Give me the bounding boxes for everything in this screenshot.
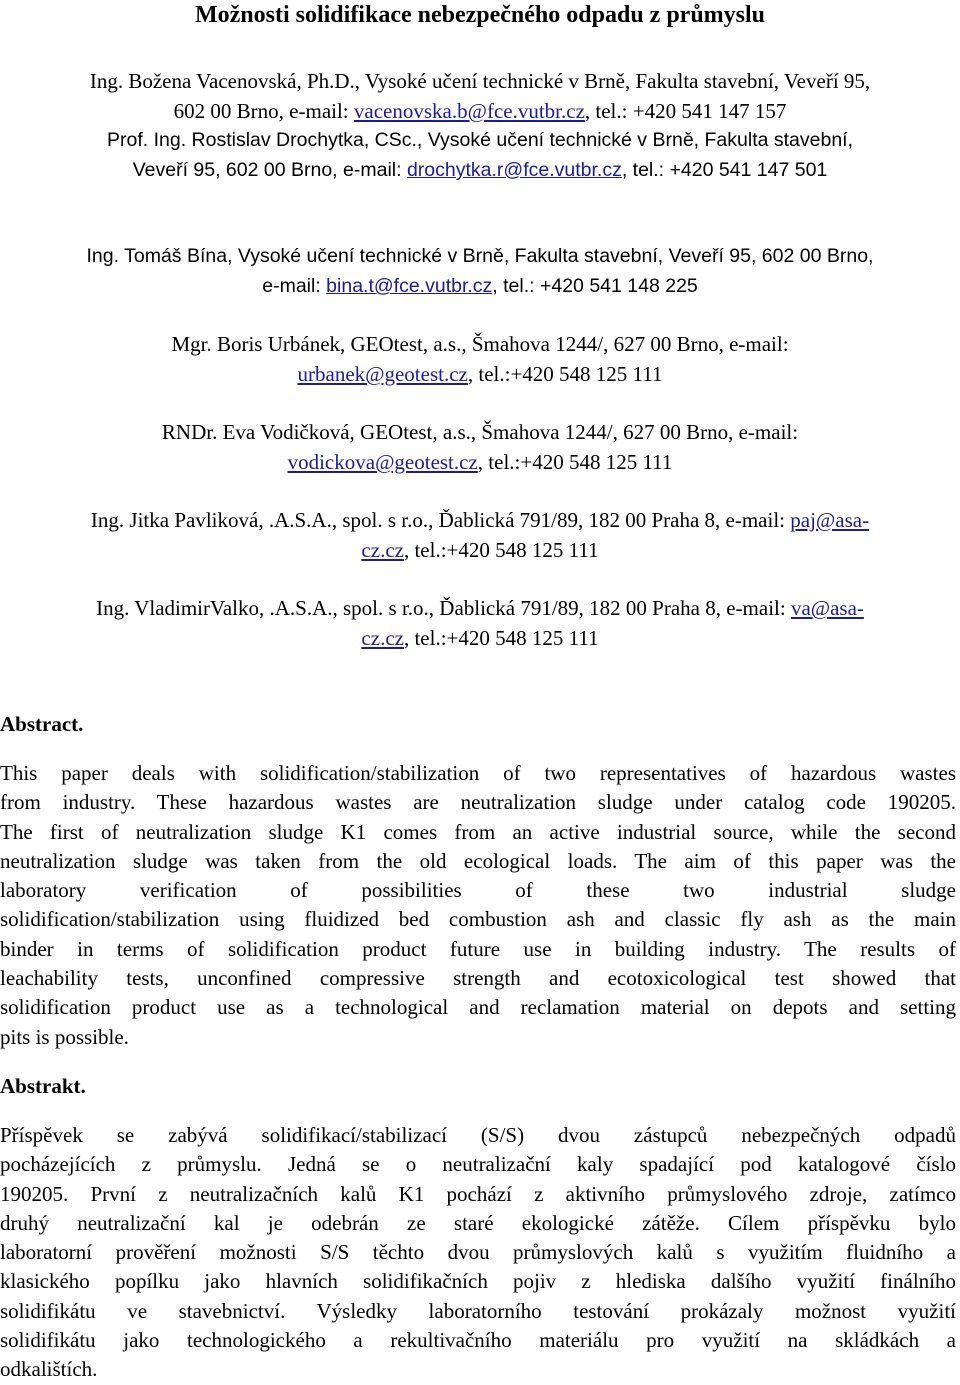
author-text: , tel.: +420 541 148 225: [492, 275, 698, 297]
author-text: , tel.:+420 548 125 111: [467, 362, 663, 386]
author-line: [0, 125, 960, 155]
author-line: [0, 417, 960, 447]
author-line: [0, 505, 960, 535]
email-link[interactable]: vacenovska.b@fce.vutbr.cz: [353, 99, 585, 123]
author-text: 602 00 Brno, e-mail:: [173, 99, 354, 123]
author-text: , tel.:+420 548 125 111: [403, 538, 599, 562]
author-line: [0, 329, 960, 359]
abstract-line: solidification product use as a technological and reclamation material on depots and setting: [0, 995, 956, 1020]
author-line: [0, 96, 960, 126]
author-bina: [0, 241, 960, 301]
abstrakt-line: pocházejících z průmyslu. Jedná se o neutralizační kaly spadající pod katalogové číslo: [0, 1152, 956, 1177]
abstract-line: pits is possible.: [0, 1024, 129, 1049]
paper-title: Možnosti solidifikace nebezpečného odpadu z průmyslu: [194, 2, 766, 28]
abstrakt-line: klasického popílku jako hlavních solidifikačních pojiv z hlediska dalšího využití finálního: [0, 1269, 956, 1294]
author-line: [0, 447, 960, 477]
author-text: Ing. Božena Vacenovská, Ph.D., Vysoké učení technické v Brně, Fakulta stavební, Veveří 95,: [89, 69, 871, 93]
abstract-line: from industry. These hazardous wastes are neutralization sludge under catalog code 190205.: [0, 790, 956, 815]
abstrakt-line: solidifikátu jako technologického a rekultivačního materiálu pro využití na skládkách a: [0, 1328, 956, 1353]
author-text: Ing. Jitka Pavliková, .A.S.A., spol. s r.o., Ďablická 791/89, 182 00 Praha 8, e-mail:: [90, 508, 791, 532]
abstract-paragraph: [0, 759, 956, 1052]
author-line: [0, 623, 960, 653]
author-text: e-mail:: [262, 275, 327, 297]
abstrakt-line: odkalištích.: [0, 1357, 98, 1382]
author-line: [0, 241, 960, 271]
abstract-line: This paper deals with solidification/stabilization of two representatives of hazardous wastes: [0, 761, 956, 785]
author-text: Prof. Ing. Rostislav Drochytka, CSc., Vysoké učení technické v Brně, Fakulta stavební,: [106, 129, 854, 151]
author-text: RNDr. Eva Vodičková, GEOtest, a.s., Šmahova 1244/, 627 00 Brno, e-mail:: [161, 420, 799, 444]
email-link[interactable]: cz.cz: [361, 538, 404, 562]
abstrakt-paragraph: [0, 1121, 956, 1385]
author-text: Mgr. Boris Urbánek, GEOtest, a.s., Šmahova 1244/, 627 00 Brno, e-mail:: [171, 332, 789, 356]
abstrakt-line: druhý neutralizační kal je odebrán ze staré ekologické zátěže. Cílem příspěvku bylo: [0, 1210, 956, 1235]
author-text: , tel.:+420 548 125 111: [477, 450, 673, 474]
author-line: [0, 535, 960, 565]
abstrakt-line: laboratorní prověření možnosti S/S těchto dvou průmyslových kalů s využitím fluidního a: [0, 1240, 956, 1265]
author-text: Veveří 95, 602 00 Brno, e-mail:: [132, 159, 407, 181]
author-text: Ing. VladimirValko, .A.S.A., spol. s r.o., Ďablická 791/89, 182 00 Praha 8, e-mail:: [96, 596, 791, 620]
abstrakt-heading: Abstrakt.: [0, 1074, 86, 1098]
author-text: , tel.: +420 541 147 157: [584, 99, 787, 123]
abstract-line: neutralization sludge was taken from the old ecological loads. The aim of this paper was the: [0, 848, 956, 873]
author-text: , tel.: +420 541 147 501: [621, 159, 828, 181]
author-vodickova: [0, 417, 960, 477]
author-line: [0, 66, 960, 96]
author-line: [0, 593, 960, 623]
email-link[interactable]: va@asa-: [790, 596, 864, 620]
abstract-line: binder in terms of solidification product future use in building industry. The results of: [0, 936, 956, 961]
email-link[interactable]: drochytka.r@fce.vutbr.cz: [406, 159, 622, 181]
abstrakt-line: Příspěvek se zabývá solidifikací/stabilizací (S/S) dvou zástupců nebezpečných odpadů: [0, 1123, 956, 1147]
abstract-line: The first of neutralization sludge K1 comes from an active industrial source, while the second: [0, 819, 956, 844]
abstract-line: solidification/stabilization using fluidized bed combustion ash and classic fly ash as the main: [0, 907, 956, 932]
email-link[interactable]: paj@asa-: [790, 508, 870, 532]
email-link[interactable]: cz.cz: [361, 626, 404, 650]
email-link[interactable]: bina.t@fce.vutbr.cz: [326, 275, 493, 297]
author-valko: [0, 593, 960, 653]
abstract-heading: Abstract.: [0, 712, 84, 736]
author-drochytka: [0, 125, 960, 185]
author-pavlikova: [0, 505, 960, 565]
author-urbanek: [0, 329, 960, 389]
abstrakt-line: 190205. První z neutralizačních kalů K1 pochází z aktivního průmyslového zdroje, zatímco: [0, 1181, 956, 1206]
author-line: [0, 155, 960, 185]
abstract-line: leachability tests, unconfined compressive strength and ecotoxicological test showed that: [0, 966, 956, 991]
author-line: [0, 359, 960, 389]
abstract-line: laboratory verification of possibilities of these two industrial sludge: [0, 878, 956, 903]
author-text: Ing. Tomáš Bína, Vysoké učení technické v Brně, Fakulta stavební, Veveří 95, 602 00 Brno,: [86, 245, 874, 267]
abstrakt-line: solidifikátu ve stavebnictví. Výsledky laboratorního testování prokázaly možnost využití: [0, 1298, 956, 1323]
author-line: [0, 271, 960, 301]
email-link[interactable]: vodickova@geotest.cz: [287, 450, 478, 474]
author-text: , tel.:+420 548 125 111: [403, 626, 599, 650]
author-vacenovska: [0, 66, 960, 126]
email-link[interactable]: urbanek@geotest.cz: [297, 362, 468, 386]
